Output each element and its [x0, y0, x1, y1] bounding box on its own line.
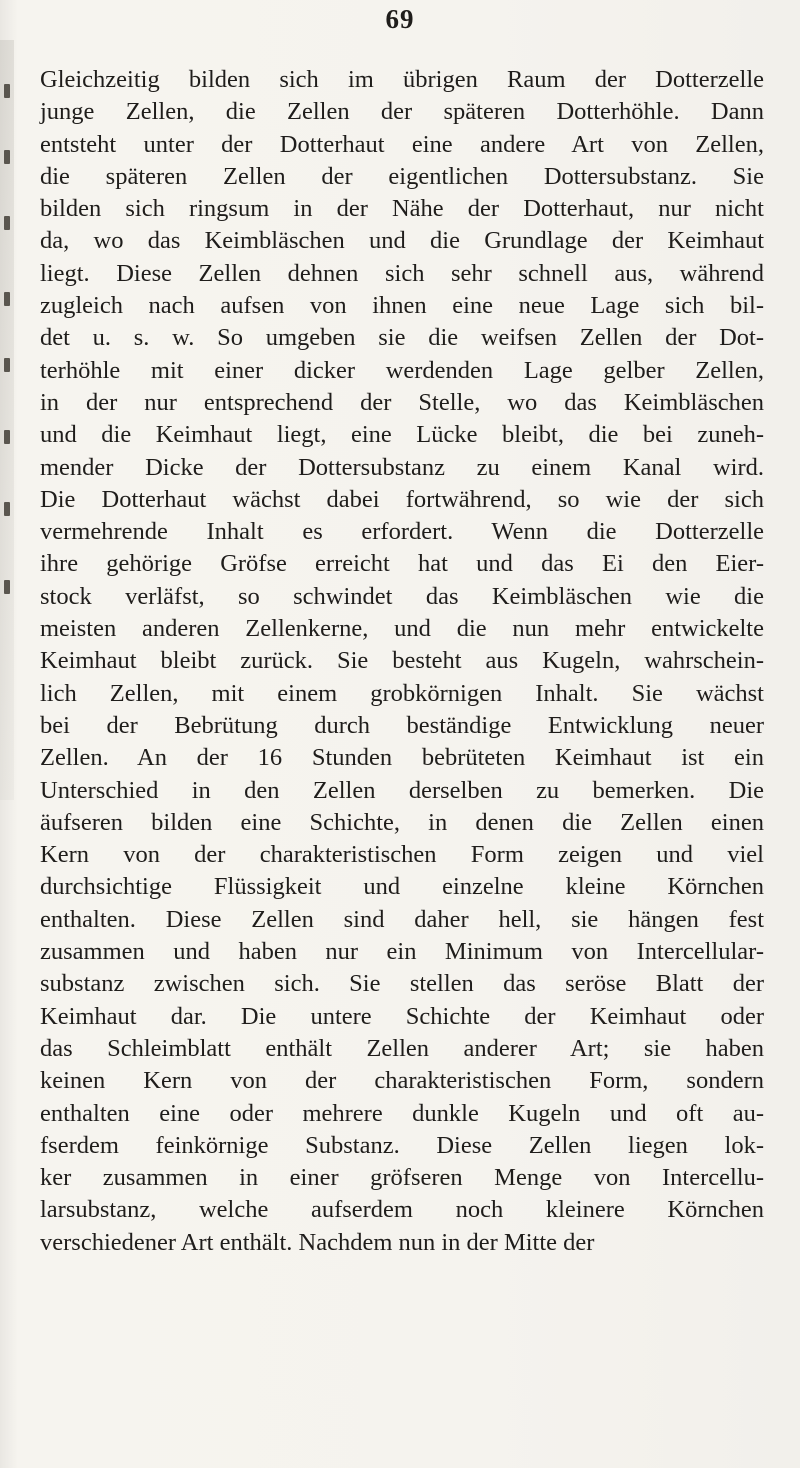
text-line: lich Zellen, mit einem grobkörnigen Inhalt. Sie wächst — [40, 679, 764, 707]
gutter-mark — [4, 84, 10, 98]
text-line: fserdem feinkörnige Substanz. Diese Zellen liegen lok- — [40, 1131, 764, 1159]
gutter-mark — [4, 150, 10, 164]
text-line: mender Dicke der Dottersubstanz zu einem Kanal wird. — [40, 453, 764, 481]
text-line: substanz zwischen sich. Sie stellen das seröse Blatt der — [40, 970, 764, 998]
text-line: in der nur entsprechend der Stelle, wo das Keimbläschen — [40, 388, 764, 416]
text-line: das Schleimblatt enthält Zellen anderer Art; sie haben — [40, 1034, 764, 1062]
text-line: junge Zellen, die Zellen der späteren Dotterhöhle. Dann — [40, 98, 764, 126]
text-line: bei der Bebrütung durch beständige Entwicklung neuer — [40, 711, 764, 739]
gutter-mark — [4, 430, 10, 444]
text-line: larsubstanz, welche aufserdem noch kleinere Körnchen — [40, 1196, 764, 1224]
text-line: äufseren bilden eine Schichte, in denen die Zellen einen — [40, 808, 764, 836]
text-line: terhöhle mit einer dicker werdenden Lage gelber Zellen, — [40, 356, 764, 384]
text-line: und die Keimhaut liegt, eine Lücke bleibt, die bei zuneh- — [40, 421, 764, 449]
text-line: det u. s. w. So umgeben sie die weifsen Zellen der Dot- — [40, 324, 764, 352]
text-line: Die Dotterhaut wächst dabei fortwährend, so wie der sich — [40, 485, 764, 513]
text-line: vermehrende Inhalt es erfordert. Wenn die Dotterzelle — [40, 518, 764, 546]
text-line: Zellen. An der 16 Stunden bebrüteten Keimhaut ist ein — [40, 744, 764, 772]
text-line: Gleichzeitig bilden sich im übrigen Raum der Dotterzelle — [40, 66, 764, 93]
text-line: da, wo das Keimbläschen und die Grundlage der Keimhaut — [40, 227, 764, 255]
text-line: Keimhaut bleibt zurück. Sie besteht aus Kugeln, wahrschein- — [40, 647, 764, 675]
text-line: verschiedener Art enthält. Nachdem nun in der Mitte der — [40, 1228, 595, 1256]
text-line: zusammen und haben nur ein Minimum von Intercellular- — [40, 938, 764, 966]
gutter-mark — [4, 502, 10, 516]
gutter-mark — [4, 358, 10, 372]
text-line: liegt. Diese Zellen dehnen sich sehr schnell aus, während — [40, 259, 764, 287]
text-line: bilden sich ringsum in der Nähe der Dotterhaut, nur nicht — [40, 195, 764, 223]
text-line: die späteren Zellen der eigentlichen Dottersubstanz. Sie — [40, 162, 764, 190]
text-line: ker zusammen in einer gröfseren Menge von Intercellu- — [40, 1164, 764, 1192]
text-line: Unterschied in den Zellen derselben zu bemerken. Die — [40, 776, 764, 804]
text-line: ihre gehörige Gröfse erreicht hat und das Ei den Eier- — [40, 550, 764, 578]
text-line: keinen Kern von der charakteristischen Form, sondern — [40, 1067, 764, 1095]
binding-gutter — [0, 40, 14, 800]
gutter-mark — [4, 292, 10, 306]
text-line: meisten anderen Zellenkerne, und die nun mehr entwickelte — [40, 615, 764, 643]
text-line: enthalten eine oder mehrere dunkle Kugeln und oft au- — [40, 1099, 764, 1127]
gutter-mark — [4, 216, 10, 230]
gutter-mark — [4, 580, 10, 594]
text-line: Kern von der charakteristischen Form zeigen und viel — [40, 841, 764, 869]
body-text — [40, 64, 764, 1259]
page-number: 69 — [385, 4, 415, 34]
text-line: Keimhaut dar. Die untere Schichte der Keimhaut oder — [40, 1002, 764, 1030]
text-line: stock verläfst, so schwindet das Keimbläschen wie die — [40, 582, 764, 610]
text-line: durchsichtige Flüssigkeit und einzelne kleine Körnchen — [40, 873, 764, 901]
text-line: zugleich nach aufsen von ihnen eine neue Lage sich bil- — [40, 292, 764, 320]
text-line: enthalten. Diese Zellen sind daher hell, sie hängen fest — [40, 905, 764, 933]
text-line: entsteht unter der Dotterhaut eine andere Art von Zellen, — [40, 130, 764, 158]
